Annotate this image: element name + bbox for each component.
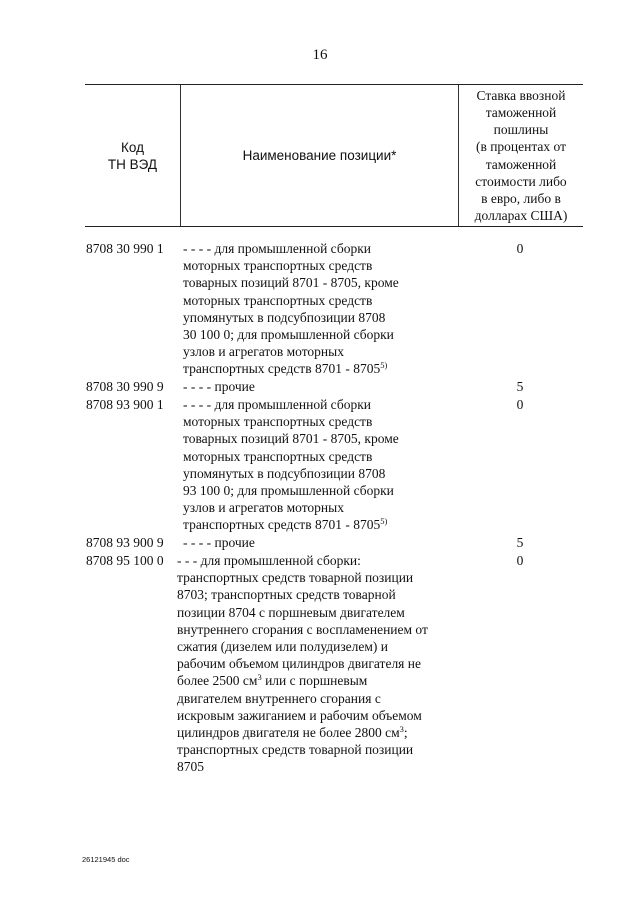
row-rate: 0 xyxy=(516,553,524,568)
row-code: 8708 93 900 1 xyxy=(86,397,164,412)
row-code: 8708 95 100 0 xyxy=(86,553,164,568)
row-rate: 5 xyxy=(516,379,524,394)
header-rate: Ставка ввозной таможенной пошлины (в процентах от таможенной стоимости либо в евро, либо в долларах США) xyxy=(474,87,568,224)
table-header xyxy=(85,84,583,227)
row-description: - - - - прочие xyxy=(183,379,255,394)
row-description: - - - - прочие xyxy=(183,535,255,550)
row-code: 8708 93 900 9 xyxy=(86,535,164,550)
row-description: - - - для промышленной сборки: транспортных средств товарной позиции 8703; транспортных средств товарной позиции 8704 с поршневым двигателем внутреннего сгорания с воспламенением от сжатия (дизелем или полудизелем) и рабочим объемом цилиндров двигателя не более 2500 $см^3$ или с поршневым двигателем внутреннего сгорания с искровым зажиганием и рабочим объемом цилиндров двигателя не более 2800 $см^3$; транспортных средств товарной позиции 8705 xyxy=(177,553,428,775)
row-rate: 5 xyxy=(516,535,524,550)
header-name: Наименование позиции* xyxy=(242,148,397,163)
row-code: 8708 30 990 1 xyxy=(86,241,164,256)
row-rate: 0 xyxy=(516,397,524,412)
page-number: 16 xyxy=(312,47,328,63)
row-rate: 0 xyxy=(516,241,524,256)
header-code: Код ТН ВЭД xyxy=(107,139,158,172)
footer-filename: 26121945 doc xyxy=(82,855,130,864)
row-description: - - - - для промышленной сборки моторных транспортных средств товарных позиций 8701 - 8705, кроме моторных транспортных средств упомянутых в подсубпозиции 8708 30 100 0; для промышленной сборки узлов и агрегатов моторных транспортных средств 8701 - 8705$^{5)}$ xyxy=(183,241,399,377)
row-code: 8708 30 990 9 xyxy=(86,379,164,394)
row-description: - - - - для промышленной сборки моторных транспортных средств товарных позиций 8701 - 8705, кроме моторных транспортных средств упомянутых в подсубпозиции 8708 93 100 0; для промышленной сборки узлов и агрегатов моторных транспортных средств 8701 - 8705$^{5)}$ xyxy=(183,397,399,533)
